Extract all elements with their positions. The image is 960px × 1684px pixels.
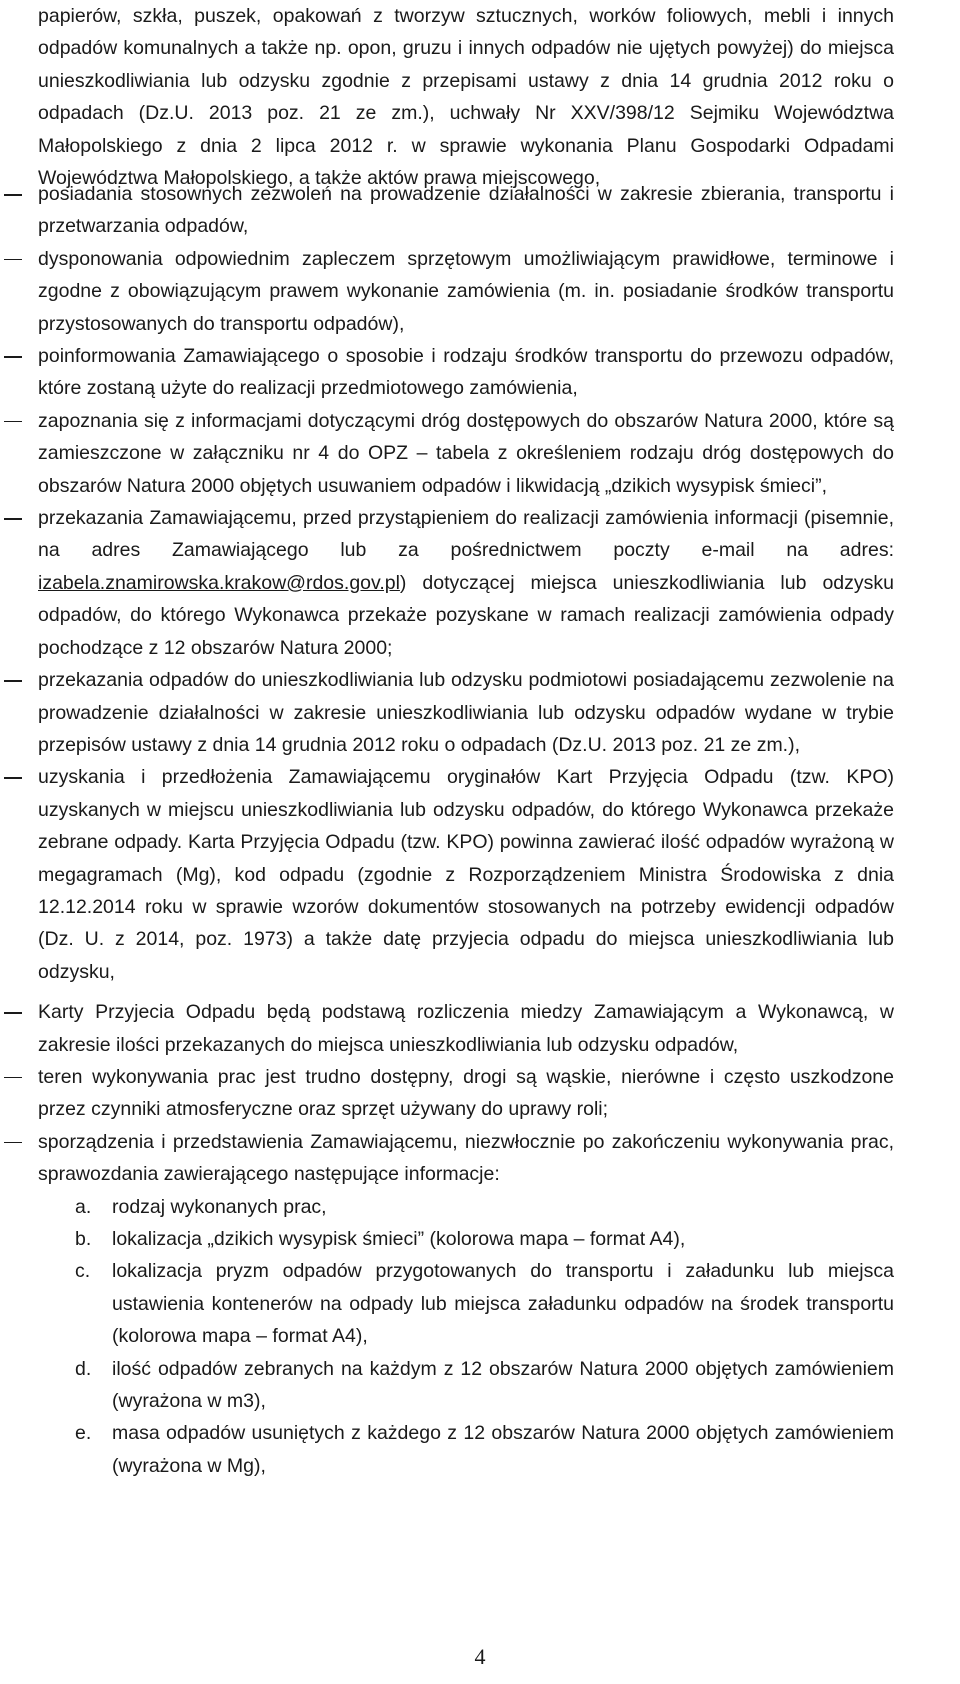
list-item [38,996,894,1061]
intro-paragraph [38,0,894,194]
list-item [38,243,894,340]
list-item-text: sporządzenia i przedstawienia Zamawiającemu, niezwłocznie po zakończeniu wykonywania prac, sprawozdania zawierającego następujące informacje: [38,1130,894,1186]
list-item [38,1061,894,1126]
requirements-list [0,178,960,1482]
list-item-text: teren wykonywania prac jest trudno dostępny, drogi są wąskie, nierówne i często uszkodzone przez czynniki atmosferyczne oraz sprzęt używany do uprawy roli; [38,1065,894,1121]
list-item-text-before: przekazania Zamawiającemu, przed przystąpieniem do realizacji zamówienia informacji (pisemnie, na adres Zamawiającego lub za pośrednictwem poczty e-mail na adres: [38,507,894,562]
list-item-text: posiadania stosownych zezwoleń na prowadzenie działalności w zakresie zbierania, transportu i przetwarzania odpadów, [38,183,894,238]
dash-bullet-icon [4,502,24,534]
dash-bullet-icon [4,340,24,372]
sub-list-item [75,1191,894,1223]
page-number: 4 [474,1644,486,1669]
list-item-text: uzyskania i przedłożenia Zamawiającemu oryginałów Kart Przyjęcia Odpadu (tzw. KPO) uzyskanych w miejscu unieszkodliwiania lub odzysku odpadów, do którego Wykonawca przekaże zebrane odpady. Karta Przyjęcia Odpadu (tzw. KPO) powinna zawierać ilość odpadów wyrażoną w megagramach (Mg), kod odpadu (zgodnie z Rozporządzeniem Ministra Środowiska z dnia 12.12.2014 roku w sprawie wzorów dokumentów stosowanych na potrzeby ewidencji odpadów (Dz. U. z 2014, poz. 1973) a także datę przyjecia odpadu do miejsca unieszkodliwiania lub odzysku, [38,766,894,983]
list-item [38,502,894,664]
sub-list-letter: e. [75,1422,92,1445]
dash-bullet-icon [4,1126,24,1158]
list-item [38,340,894,405]
sub-list-letter: d. [75,1357,92,1380]
list-item [38,1126,894,1191]
dash-bullet-icon [4,243,24,275]
sub-list-item [75,1353,894,1418]
sub-list-item [75,1223,894,1255]
sub-list-letter: c. [75,1260,91,1283]
list-item-text: przekazania odpadów do unieszkodliwiania lub odzysku podmiotowi posiadającemu zezwolenie na prowadzenie działalności w zakresie unieszkodliwiania lub odzysku odpadów wydane w trybie przepisów ustawy z dnia 14 grudnia 2012 roku o odpadach (Dz.U. 2013 poz. 21 ze zm.), [38,669,894,756]
sub-list-letter: a. [75,1195,92,1218]
sub-list-text: lokalizacja pryzm odpadów przygotowanych do transportu i załadunku lub miejsca ustawienia kontenerów na odpady lub miejsca załadunku odpadów na środek transportu (kolorowa mapa – format A4), [112,1260,894,1348]
list-item [38,405,894,502]
spacer [0,988,960,996]
sub-list-text: lokalizacja „dzikich wysypisk śmieci” (kolorowa mapa – format A4), [112,1228,686,1250]
list-item [38,761,894,988]
sub-list-text: rodzaj wykonanych prac, [112,1195,327,1218]
dash-bullet-icon [4,1061,24,1093]
list-item-text: poinformowania Zamawiającego o sposobie i rodzaju środków transportu do przewozu odpadów, które zostaną użyte do realizacji przedmiotowego zamówienia, [38,345,894,400]
list-item-text: Karty Przyjecia Odpadu będą podstawą rozliczenia miedzy Zamawiającym a Wykonawcą, w zakresie ilości przekazanych do miejsca unieszkodliwiania lub odzysku odpadów, [38,1001,894,1056]
dash-bullet-icon [4,178,24,210]
sub-list-text: ilość odpadów zebranych na każdym z 12 obszarów Natura 2000 objętych zamówieniem (wyrażona w m3), [112,1357,894,1413]
list-item [38,178,894,243]
sub-list-letter: b. [75,1228,92,1250]
sub-list-text: masa odpadów usuniętych z każdego z 12 obszarów Natura 2000 objętych zamówieniem (wyrażona w Mg), [112,1422,894,1477]
dash-bullet-icon [4,664,24,696]
list-item-text-after: ) dotyczącej miejsca unieszkodliwiania lub odzysku odpadów, do którego Wykonawca przekaże pozyskane w ramach realizacji zamówienia odpady pochodzące z 12 obszarów Natura 2000; [38,571,894,659]
sub-list-item [75,1255,894,1352]
email-link[interactable]: izabela.znamirowska.krakow@rdos.gov.pl [38,571,400,594]
dash-bullet-icon [4,405,24,437]
list-item-text: dysponowania odpowiednim zapleczem sprzętowym umożliwiającym prawidłowe, terminowe i zgodne z obowiązującym prawem wykonanie zamówienia (m. in. posiadanie środków transportu przystosowanych do transportu odpadów), [38,247,894,335]
intro-text: papierów, szkła, puszek, opakowań z tworzyw sztucznych, worków foliowych, mebli i innych odpadów komunalnych a także np. opon, gruzu i innych odpadów nie ujętych powyżej) do miejsca unieszkodliwiania lub odzysku zgodnie z przepisami ustawy z dnia 14 grudnia 2012 roku o odpadach (Dz.U. 2013 poz. 21 ze zm.), uchwały Nr XXV/398/12 Sejmiku Województwa Małopolskiego z dnia 2 lipca 2012 r. w sprawie wykonania Planu Gospodarki Odpadami Województwa Małopolskiego, a także aktów prawa miejscowego, [38,5,894,190]
list-item [38,664,894,761]
list-item-text: zapoznania się z informacjami dotyczącymi dróg dostępowych do obszarów Natura 2000, które są zamieszczone w załączniku nr 4 do OPZ – tabela z określeniem rodzaju dróg dostępowych do obszarów Natura 2000 objętych usuwaniem odpadów i likwidacją „dzikich wysypisk śmieci”, [38,409,894,497]
dash-bullet-icon [4,761,24,793]
sub-list-item [75,1417,894,1482]
dash-bullet-icon [4,996,24,1028]
